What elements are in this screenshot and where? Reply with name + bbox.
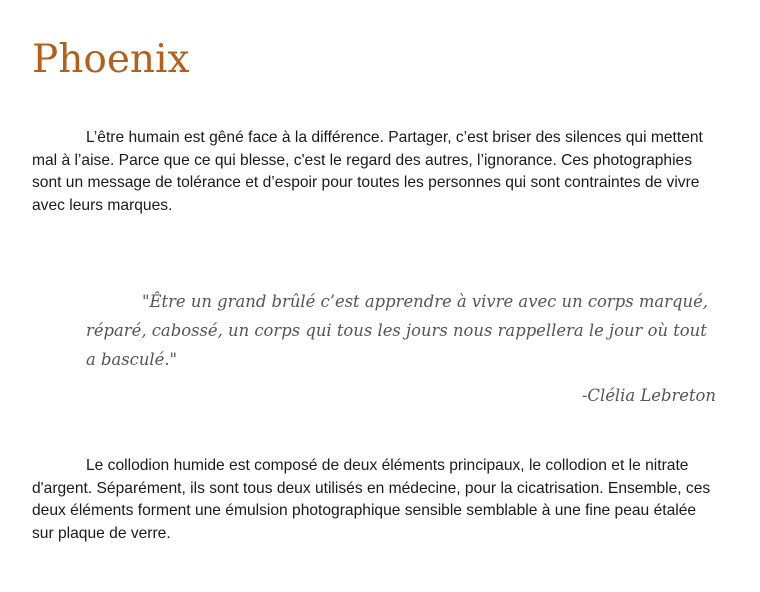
pull-quote bbox=[86, 287, 716, 410]
quote-text: "Être un grand brûlé c’est apprendre à vivre avec un corps marqué, réparé, cabossé, un corps qui tous les jours nous rappellera le jour où tout a basculé." bbox=[86, 292, 708, 369]
collodion-paragraph: Le collodion humide est composé de deux éléments principaux, le collodion et le nitrate d'argent. Séparément, ils sont tous deux utilisés en médecine, pour la cicatrisation. Ensemble, ces deux éléments forment une émulsion photographique sensible semblable à une fine peau étalée sur plaque de verre. bbox=[32, 457, 711, 542]
intro-paragraph: L’être humain est gêné face à la différence. Partager, c’est briser des silences qui mettent mal à l’aise. Parce que ce qui blesse, c'est le regard des autres, l’ignorance. Ces photographies sont un message de tolérance et d’espoir pour toutes les personnes qui sont contraintes de vivre avec leurs marques. bbox=[32, 129, 703, 214]
quote-author: -Clélia Lebreton bbox=[581, 386, 716, 405]
page-title: Phoenix bbox=[32, 37, 190, 82]
